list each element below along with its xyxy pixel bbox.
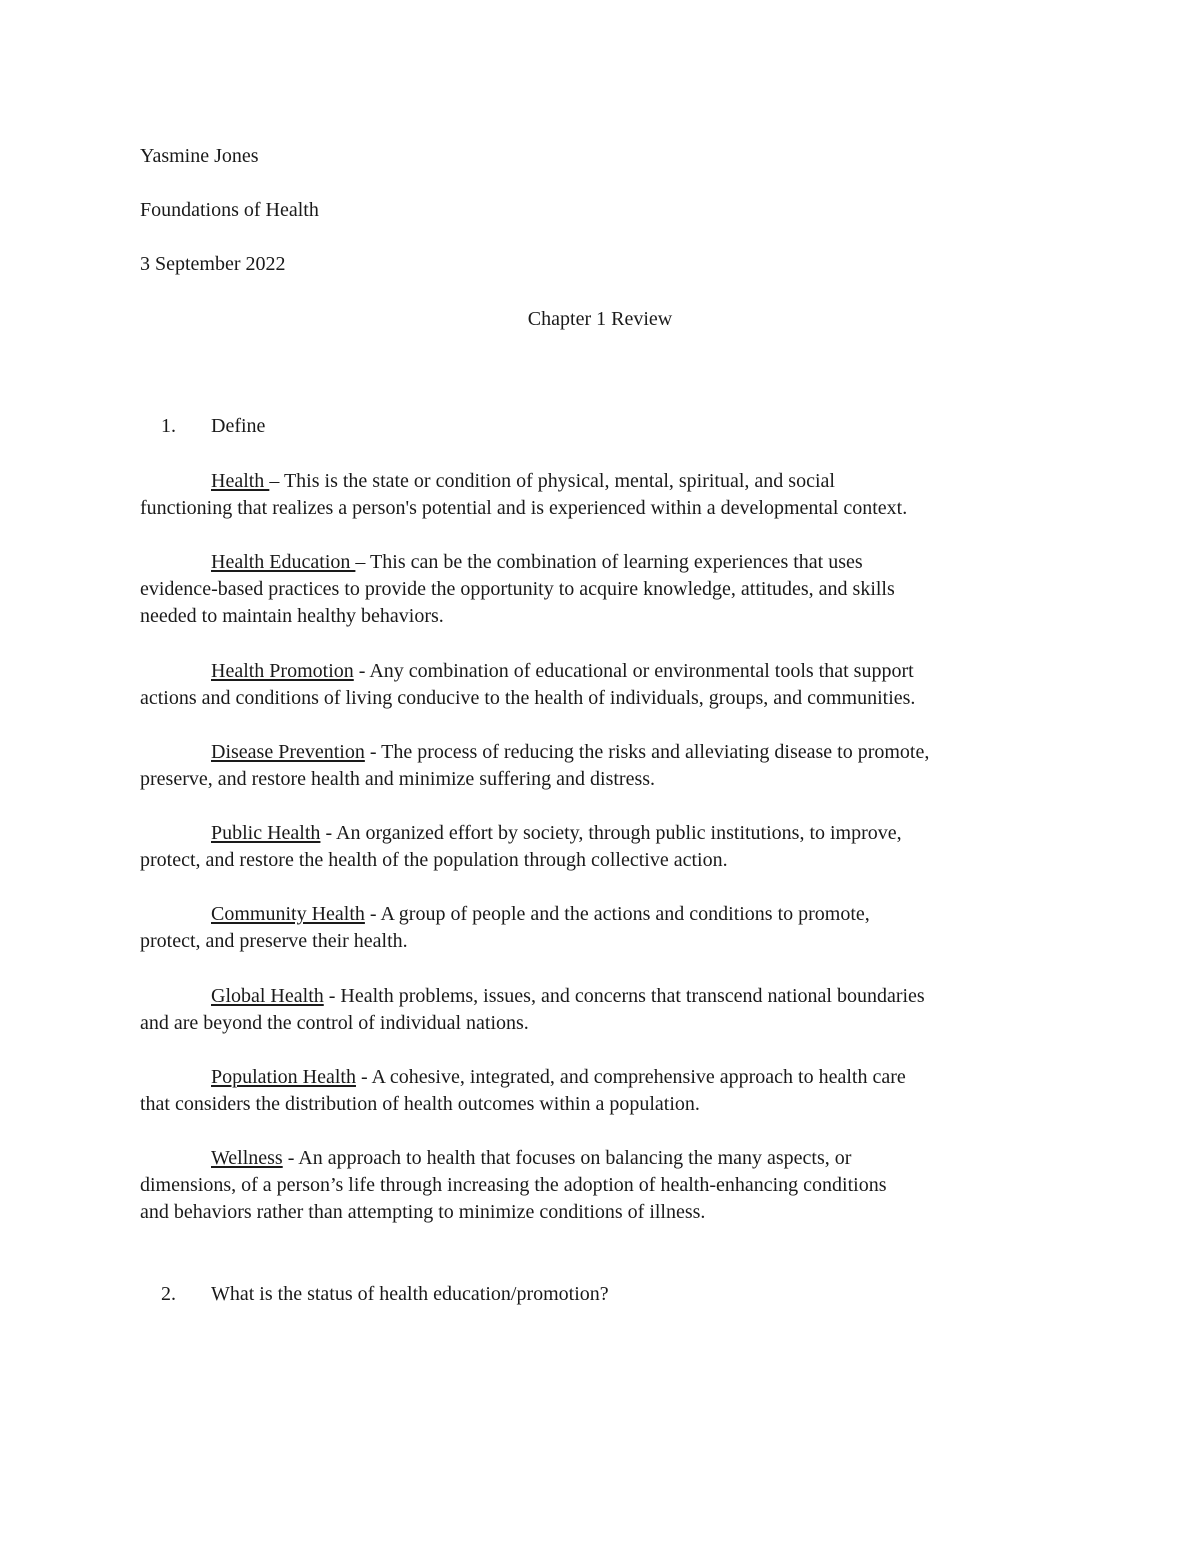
course-name: Foundations of Health xyxy=(140,199,319,221)
question-number: 2. xyxy=(161,1283,176,1305)
definition-term: Wellness xyxy=(211,1147,283,1169)
definition-text: An approach to health that focuses on balancing the many aspects, or xyxy=(298,1147,852,1169)
definition-term: Community Health xyxy=(211,903,365,925)
definition-health xyxy=(140,468,1070,522)
document-date: 3 September 2022 xyxy=(140,253,286,275)
definition-line xyxy=(140,983,1070,1010)
definition-line xyxy=(140,549,1070,576)
definition-term: Disease Prevention xyxy=(211,741,365,763)
question-number: 1. xyxy=(161,415,176,437)
definition-text: A group of people and the actions and conditions to promote, xyxy=(380,903,870,925)
definition-line: evidence-based practices to provide the opportunity to acquire knowledge, attitudes, and skills xyxy=(140,578,895,600)
definition-term: Population Health xyxy=(211,1066,356,1088)
definition-line xyxy=(140,901,1070,928)
definition-line: functioning that realizes a person's potential and is experienced within a developmental context. xyxy=(140,497,908,519)
definition-separator: - xyxy=(320,822,336,844)
definition-line xyxy=(140,1145,1070,1172)
question-1 xyxy=(140,413,266,439)
definition-separator: - xyxy=(353,660,370,682)
definition-separator: - xyxy=(323,985,341,1007)
definition-separator: – xyxy=(355,551,371,573)
definition-health-promotion xyxy=(140,658,1070,712)
document-title: Chapter 1 Review xyxy=(527,308,673,330)
definition-line: protect, and preserve their health. xyxy=(140,930,408,952)
definition-health-education xyxy=(140,549,1070,630)
definition-disease-prevention xyxy=(140,739,1070,793)
question-text: Define xyxy=(211,415,266,437)
definition-separator: - xyxy=(364,903,381,925)
definition-line: dimensions, of a person’s life through increasing the adoption of health-enhancing conditions xyxy=(140,1174,887,1196)
definition-line: preserve, and restore health and minimize suffering and distress. xyxy=(140,768,656,790)
definition-text: Health problems, issues, and concerns that transcend national boundaries xyxy=(340,985,925,1007)
definition-line: protect, and restore the health of the population through collective action. xyxy=(140,849,728,871)
definition-text: This can be the combination of learning experiences that uses xyxy=(370,551,863,573)
definition-separator: - xyxy=(355,1066,372,1088)
definition-line xyxy=(140,739,1070,766)
definition-line xyxy=(140,820,1070,847)
definition-global-health xyxy=(140,983,1070,1037)
definition-text: A cohesive, integrated, and comprehensive approach to health care xyxy=(371,1066,906,1088)
definition-text: Any combination of educational or environmental tools that support xyxy=(369,660,914,682)
question-2 xyxy=(140,1281,609,1307)
definition-term: Public Health xyxy=(211,822,321,844)
definition-line: needed to maintain healthy behaviors. xyxy=(140,605,444,627)
definition-line: actions and conditions of living conducive to the health of individuals, groups, and communities. xyxy=(140,687,916,709)
definition-wellness xyxy=(140,1145,1070,1226)
definition-text: An organized effort by society, through public institutions, to improve, xyxy=(336,822,902,844)
definition-line: that considers the distribution of health outcomes within a population. xyxy=(140,1093,700,1115)
definition-population-health xyxy=(140,1064,1070,1118)
definition-term: Global Health xyxy=(211,985,324,1007)
definition-separator: - xyxy=(282,1147,299,1169)
author-name: Yasmine Jones xyxy=(140,145,259,167)
definition-term: Health Promotion xyxy=(211,660,354,682)
definition-line: and behaviors rather than attempting to minimize conditions of illness. xyxy=(140,1201,706,1223)
definition-term: Health Education xyxy=(211,551,356,573)
question-text: What is the status of health education/promotion? xyxy=(211,1283,609,1305)
definition-separator: - xyxy=(364,741,382,763)
definition-term: Health xyxy=(211,470,270,492)
definition-public-health xyxy=(140,820,1070,874)
definition-line xyxy=(140,468,1070,495)
definition-line xyxy=(140,658,1070,685)
definition-separator: – xyxy=(269,470,284,492)
definition-line: and are beyond the control of individual nations. xyxy=(140,1012,529,1034)
definition-text: This is the state or condition of physical, mental, spiritual, and social xyxy=(283,470,835,492)
definition-line xyxy=(140,1064,1070,1091)
definition-text: The process of reducing the risks and alleviating disease to promote, xyxy=(381,741,930,763)
definition-community-health xyxy=(140,901,1070,955)
